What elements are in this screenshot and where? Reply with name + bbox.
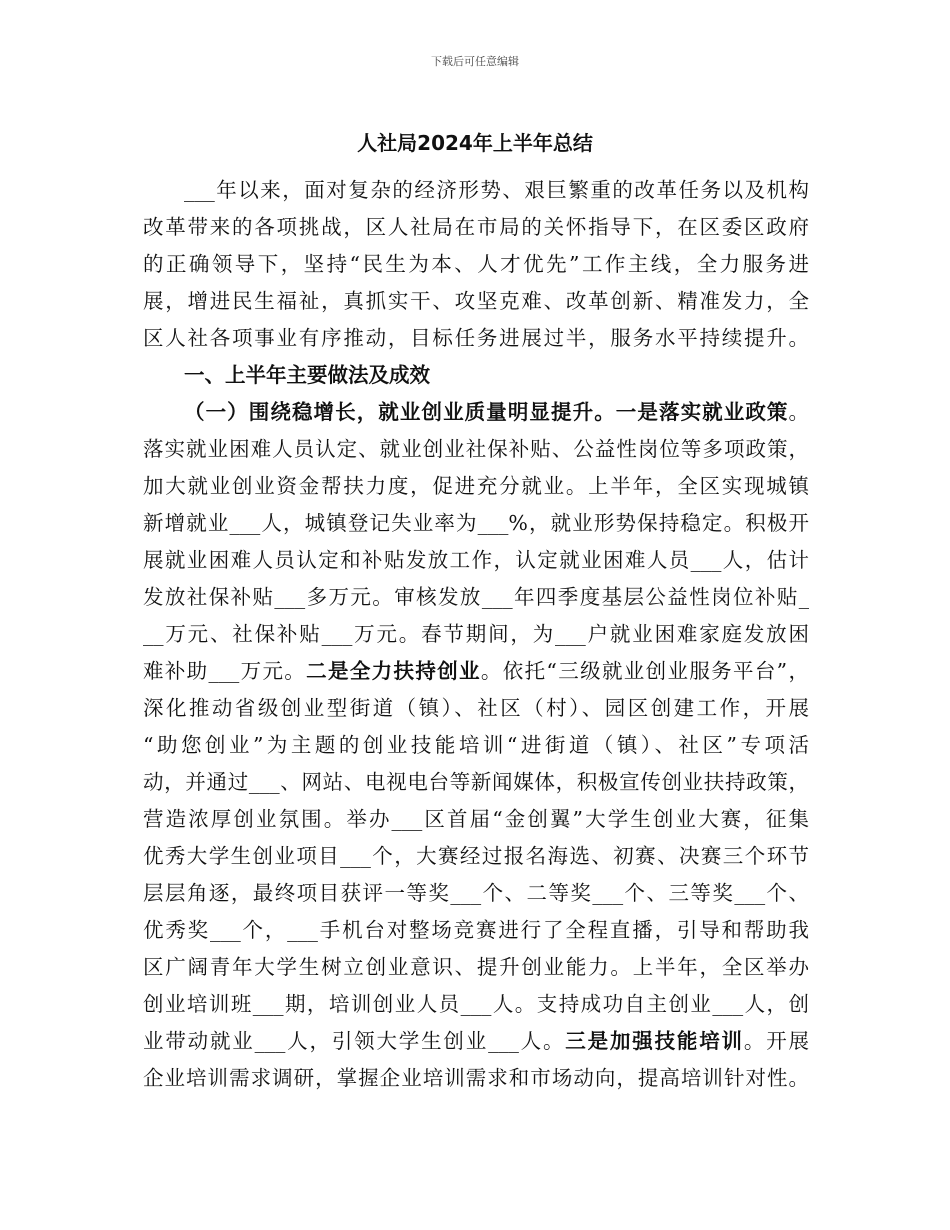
punctuation: 。 [788, 400, 809, 424]
point-label: 二是全力扶持创业 [306, 659, 481, 683]
intro-line: 改革带来的各项挑战，区人社局在市局的关怀指导下，在区委区政府 [143, 215, 809, 239]
point-label: 一是落实就业政策 [615, 400, 789, 424]
body-line: 创业培训班___期，培训创业人员___人。支持成功自主创业___人，创 [143, 992, 809, 1016]
body-line: 加大就业创业资金帮扶力度，促进充分就业。上半年，全区实现城镇 [143, 474, 809, 498]
page-header: 下载后可任意编辑 [431, 55, 519, 68]
intro-line: 区人社各项事业有序推动，目标任务进展过半，服务水平持续提升。 [143, 326, 809, 350]
section-heading: 一、上半年主要做法及成效 [184, 363, 430, 387]
point-label: 三是加强技能培训 [565, 1029, 744, 1053]
intro-line: 的正确领导下，坚持“民生为本、人才优先”工作主线，全力服务进 [143, 252, 809, 276]
intro-line: ___年以来，面对复杂的经济形势、艰巨繁重的改革任务以及机构 [184, 178, 809, 202]
body-line: 优秀大学生创业项目___个，大赛经过报名海选、初赛、决赛三个环节 [143, 844, 809, 868]
body-line: 深化推动省级创业型街道（镇）、社区（村）、园区创建工作，开展 [143, 696, 809, 720]
body-line: __万元、社保补贴___万元。春节期间，为___户就业困难家庭发放困 [143, 622, 809, 646]
document-body [143, 172, 809, 1097]
document-title: 人社局2024年上半年总结 [357, 131, 593, 155]
subsection-line [143, 394, 809, 431]
intro-line: 展，增进民生福祉，真抓实干、攻坚克难、改革创新、精准发力，全 [143, 289, 809, 313]
body-line: 区广阔青年大学生树立创业意识、提升创业能力。上半年，全区举办 [143, 955, 809, 979]
text-segment: 。依托“三级就业创业服务平台”， [480, 659, 809, 683]
body-line: 动，并通过___、网站、电视电台等新闻媒体，积极宣传创业扶持政策， [143, 770, 809, 794]
subsection-heading: （一）围绕稳增长，就业创业质量明显提升。 [184, 400, 616, 424]
body-line: 营造浓厚创业氛围。举办___区首届“金创翼”大学生创业大赛，征集 [143, 807, 809, 831]
body-line: 展就业困难人员认定和补贴发放工作，认定就业困难人员___人，估计 [143, 548, 809, 572]
body-line: 新增就业___人，城镇登记失业率为___%，就业形势保持稳定。积极开 [143, 511, 809, 535]
body-line: 发放社保补贴___多万元。审核发放___年四季度基层公益性岗位补贴_ [143, 585, 809, 609]
body-line-point3 [143, 1023, 809, 1060]
body-line: 企业培训需求调研，掌握企业培训需求和市场动向，提高培训针对性。 [143, 1066, 809, 1090]
body-line-point2 [143, 653, 809, 690]
text-segment: 。开展 [743, 1029, 809, 1053]
text-segment: 难补助___万元。 [143, 659, 307, 683]
body-line: 落实就业困难人员认定、就业创业社保补贴、公益性岗位等多项政策， [143, 437, 809, 461]
text-segment: 业带动就业___人，引领大学生创业___人。 [143, 1029, 566, 1053]
body-line: 优秀奖___个，___手机台对整场竞赛进行了全程直播，引导和帮助我 [143, 918, 809, 942]
body-line: “助您创业”为主题的创业技能培训“进街道（镇）、社区”专项活 [143, 733, 809, 757]
body-line: 层层角逐，最终项目获评一等奖___个、二等奖___个、三等奖___个、 [143, 881, 809, 905]
